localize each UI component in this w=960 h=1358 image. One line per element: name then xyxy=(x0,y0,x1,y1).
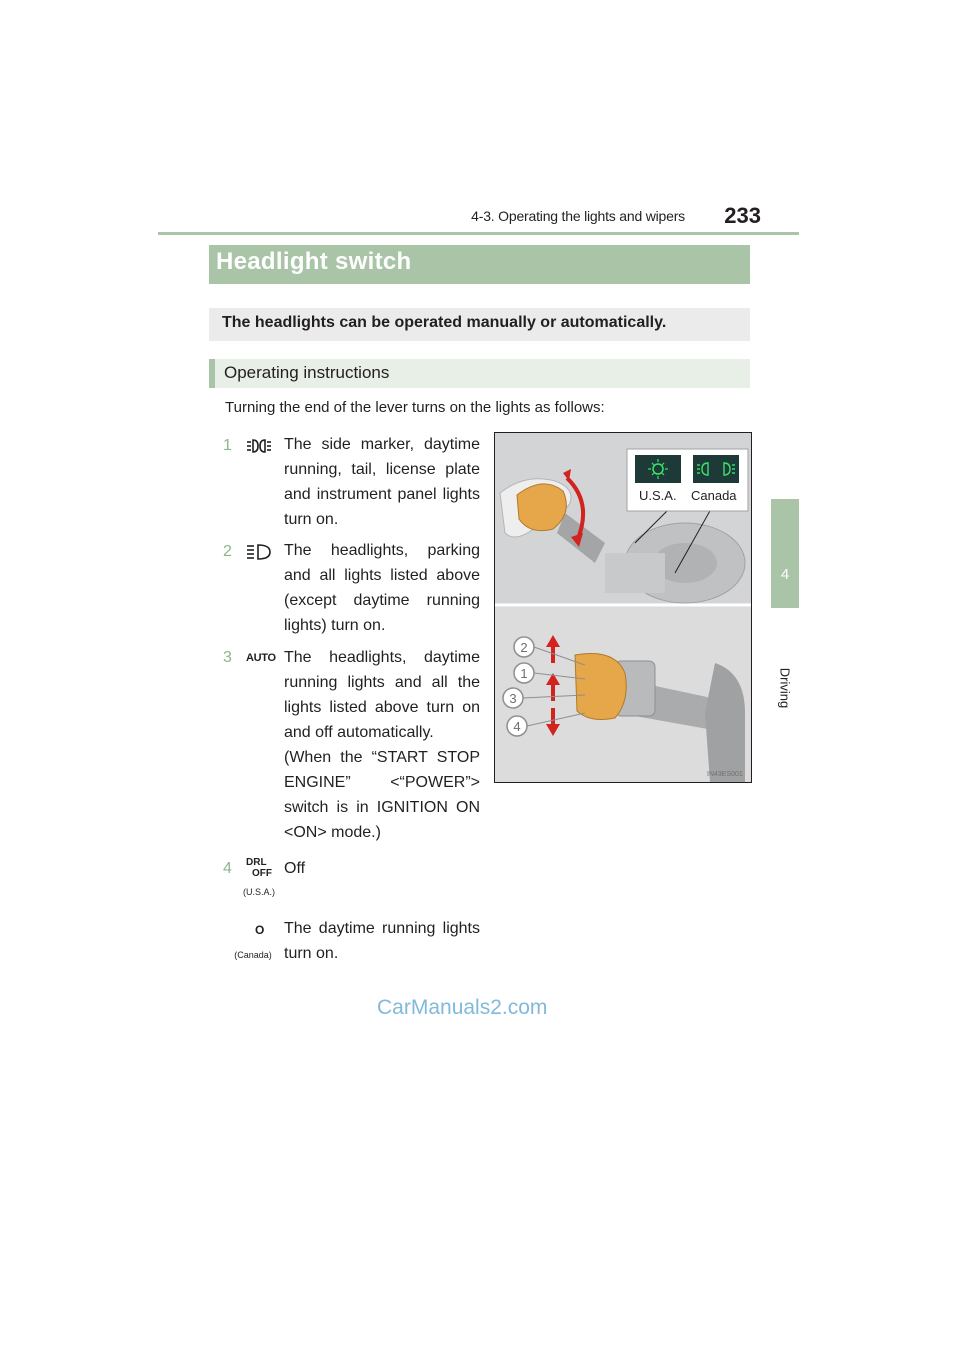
item-text-1: The side marker, daytime running, tail, license plate and instrument panel lights turn on. xyxy=(284,436,480,528)
item-text-2: The headlights, parking and all lights listed above (except daytime running lights) turn on. xyxy=(284,542,480,634)
drl-off-label: OFF xyxy=(252,868,272,879)
region-canada: (Canada) xyxy=(234,950,272,960)
subheading-accent xyxy=(209,359,215,388)
watermark: CarManuals2.com xyxy=(377,996,548,1019)
item-text-3: The headlights, daytime running lights and all the lights listed above turn on and off automatically. xyxy=(284,649,480,741)
o-position-icon: O xyxy=(255,923,265,937)
subheading: Operating instructions xyxy=(224,363,390,382)
lever-position-3: 3 xyxy=(509,691,517,706)
header-divider xyxy=(158,232,799,235)
intro-text: The headlights can be operated manually or automatically. xyxy=(222,314,667,331)
section-heading-bar xyxy=(209,245,750,284)
indicator-label-canada: Canada xyxy=(691,488,737,503)
item-number-3: 3 xyxy=(223,649,232,666)
item-text-5: The daytime running lights turn on. xyxy=(284,920,480,962)
chapter-label xyxy=(766,648,804,728)
auto-icon: AUTO xyxy=(246,652,276,664)
drl-label: DRL xyxy=(246,857,267,868)
item-number-4: 4 xyxy=(223,860,232,877)
lever-position-1: 1 xyxy=(520,666,528,681)
drl-off-icon xyxy=(246,857,276,885)
lever-position-4: 4 xyxy=(513,719,521,734)
side-marker-lights-icon xyxy=(246,436,272,458)
instructions-intro: Turning the end of the lever turns on the lights as follows: xyxy=(225,399,605,416)
chapter-tab-number: 4 xyxy=(780,566,790,583)
chapter-tab xyxy=(771,499,799,608)
indicator-label-usa: U.S.A. xyxy=(639,488,677,503)
section-heading: Headlight switch xyxy=(216,248,412,275)
chapter-label-text: Driving xyxy=(777,667,793,709)
lever-illustration-drawing xyxy=(495,433,751,782)
figure-code: IN43ES001 xyxy=(707,771,743,778)
lever-illustration xyxy=(494,432,752,783)
item-note-3: (When the “START STOP ENGINE” <“POWER”> switch is in IGNITION ON <ON> mode.) xyxy=(284,749,480,841)
item-text-4: Off xyxy=(284,860,306,877)
item-number-2: 2 xyxy=(223,543,232,560)
intro-bar xyxy=(209,308,750,341)
lever-position-2: 2 xyxy=(520,640,528,655)
item-number-1: 1 xyxy=(223,437,232,454)
page-number: 233 xyxy=(724,203,761,228)
region-usa: (U.S.A.) xyxy=(242,887,275,897)
subheading-bar xyxy=(209,359,750,388)
headlight-icon xyxy=(246,542,272,564)
section-title: 4-3. Operating the lights and wipers xyxy=(471,208,685,224)
